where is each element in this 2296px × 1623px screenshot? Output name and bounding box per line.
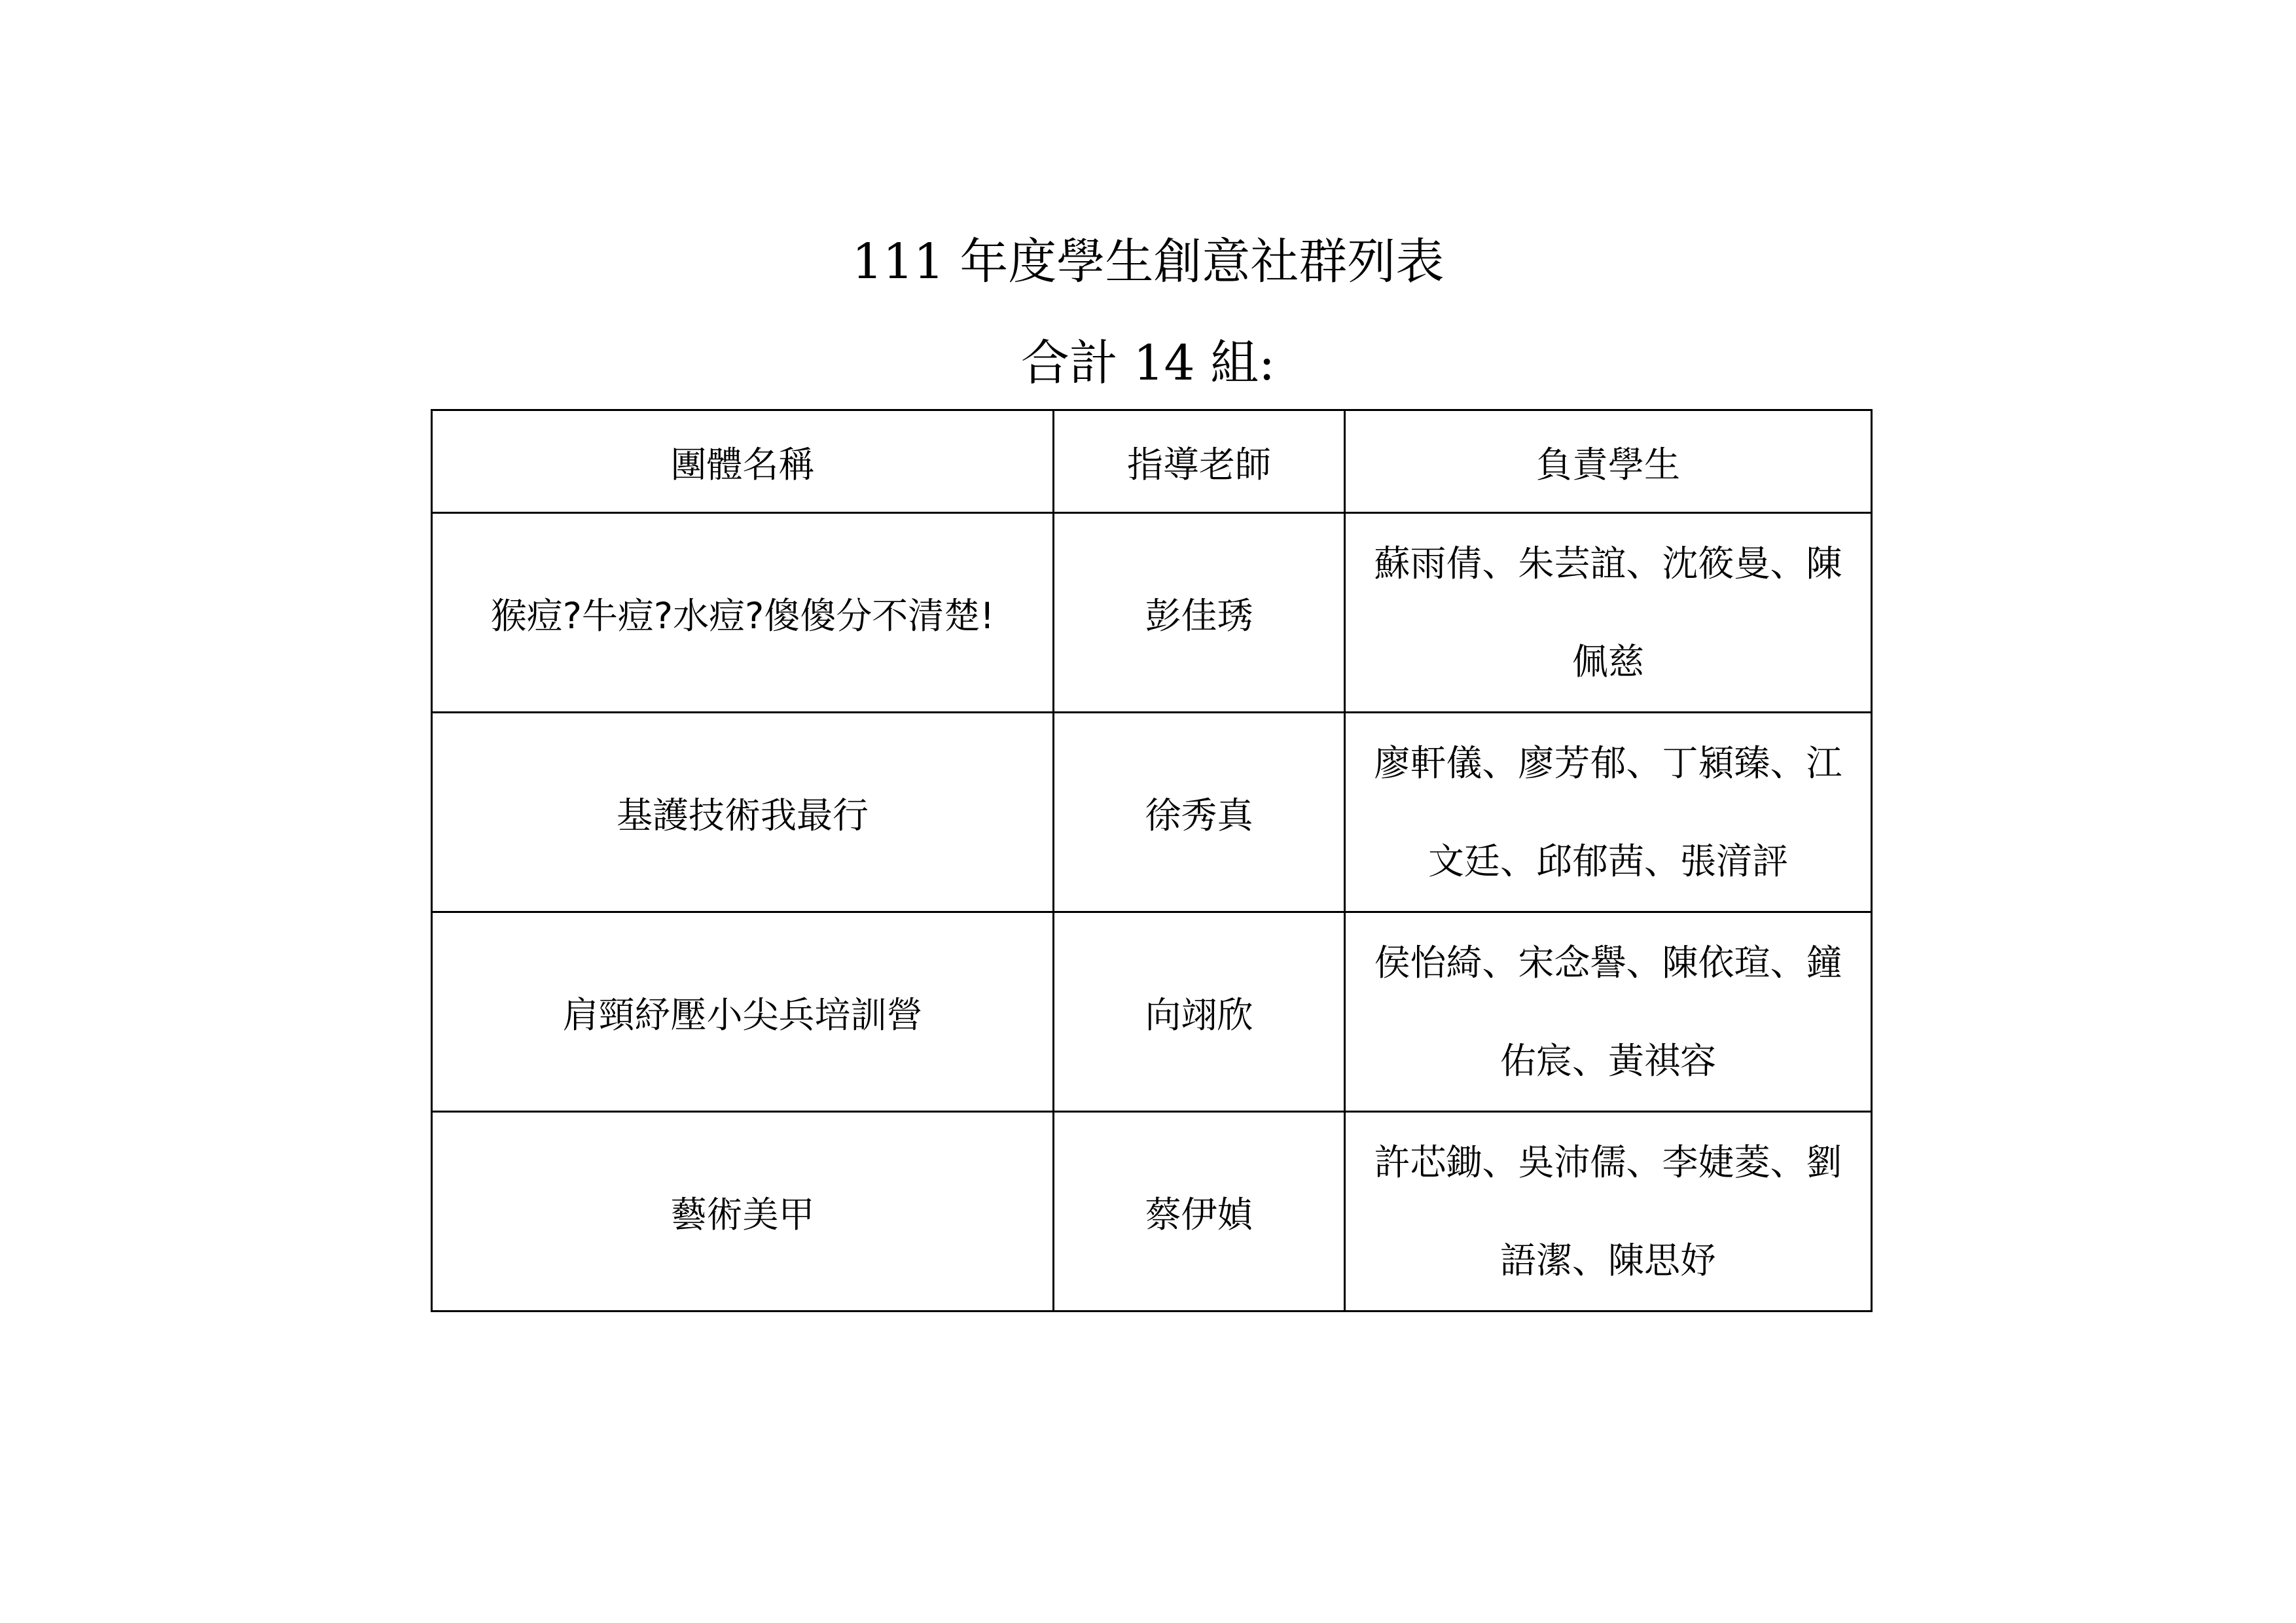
students-text: 蘇雨倩、朱芸誼、沈筱曼、陳佩慈	[1374, 543, 1842, 683]
teacher-cell: 向翊欣	[1054, 912, 1345, 1112]
students-cell	[1345, 912, 1872, 1112]
header-students: 負責學生	[1345, 410, 1872, 513]
table-row	[432, 912, 1872, 1112]
header-group-name: 團體名稱	[432, 410, 1054, 513]
group-name-cell: 肩頸紓壓小尖兵培訓營	[432, 912, 1054, 1112]
students-cell	[1345, 713, 1872, 912]
teacher-cell: 蔡伊媜	[1054, 1112, 1345, 1311]
table-row	[432, 1112, 1872, 1311]
table-row	[432, 513, 1872, 713]
group-name-cell: 基護技術我最行	[432, 713, 1054, 912]
community-list-table	[431, 409, 1873, 1312]
group-name-cell: 猴痘?牛痘?水痘?傻傻分不清楚!	[432, 513, 1054, 713]
students-text: 廖軒儀、廖芳郁、丁潁臻、江文廷、邱郁茜、張湇評	[1374, 742, 1842, 882]
students-text: 侯怡綺、宋念譽、陳依瑄、鐘佑宸、黃祺容	[1374, 942, 1842, 1082]
table-row	[432, 713, 1872, 912]
table-header-row	[432, 410, 1872, 513]
students-cell	[1345, 513, 1872, 713]
header-teacher: 指導老師	[1054, 410, 1345, 513]
students-cell	[1345, 1112, 1872, 1311]
students-text: 許芯鋤、吳沛儒、李婕菱、劉語潔、陳思妤	[1374, 1141, 1842, 1281]
teacher-cell: 彭佳琇	[1054, 513, 1345, 713]
teacher-cell: 徐秀真	[1054, 713, 1345, 912]
page-title: 111 年度學生創意社群列表	[852, 234, 1444, 290]
group-name-cell: 藝術美甲	[432, 1112, 1054, 1311]
page-subtitle: 合計 14 組:	[1020, 335, 1276, 391]
